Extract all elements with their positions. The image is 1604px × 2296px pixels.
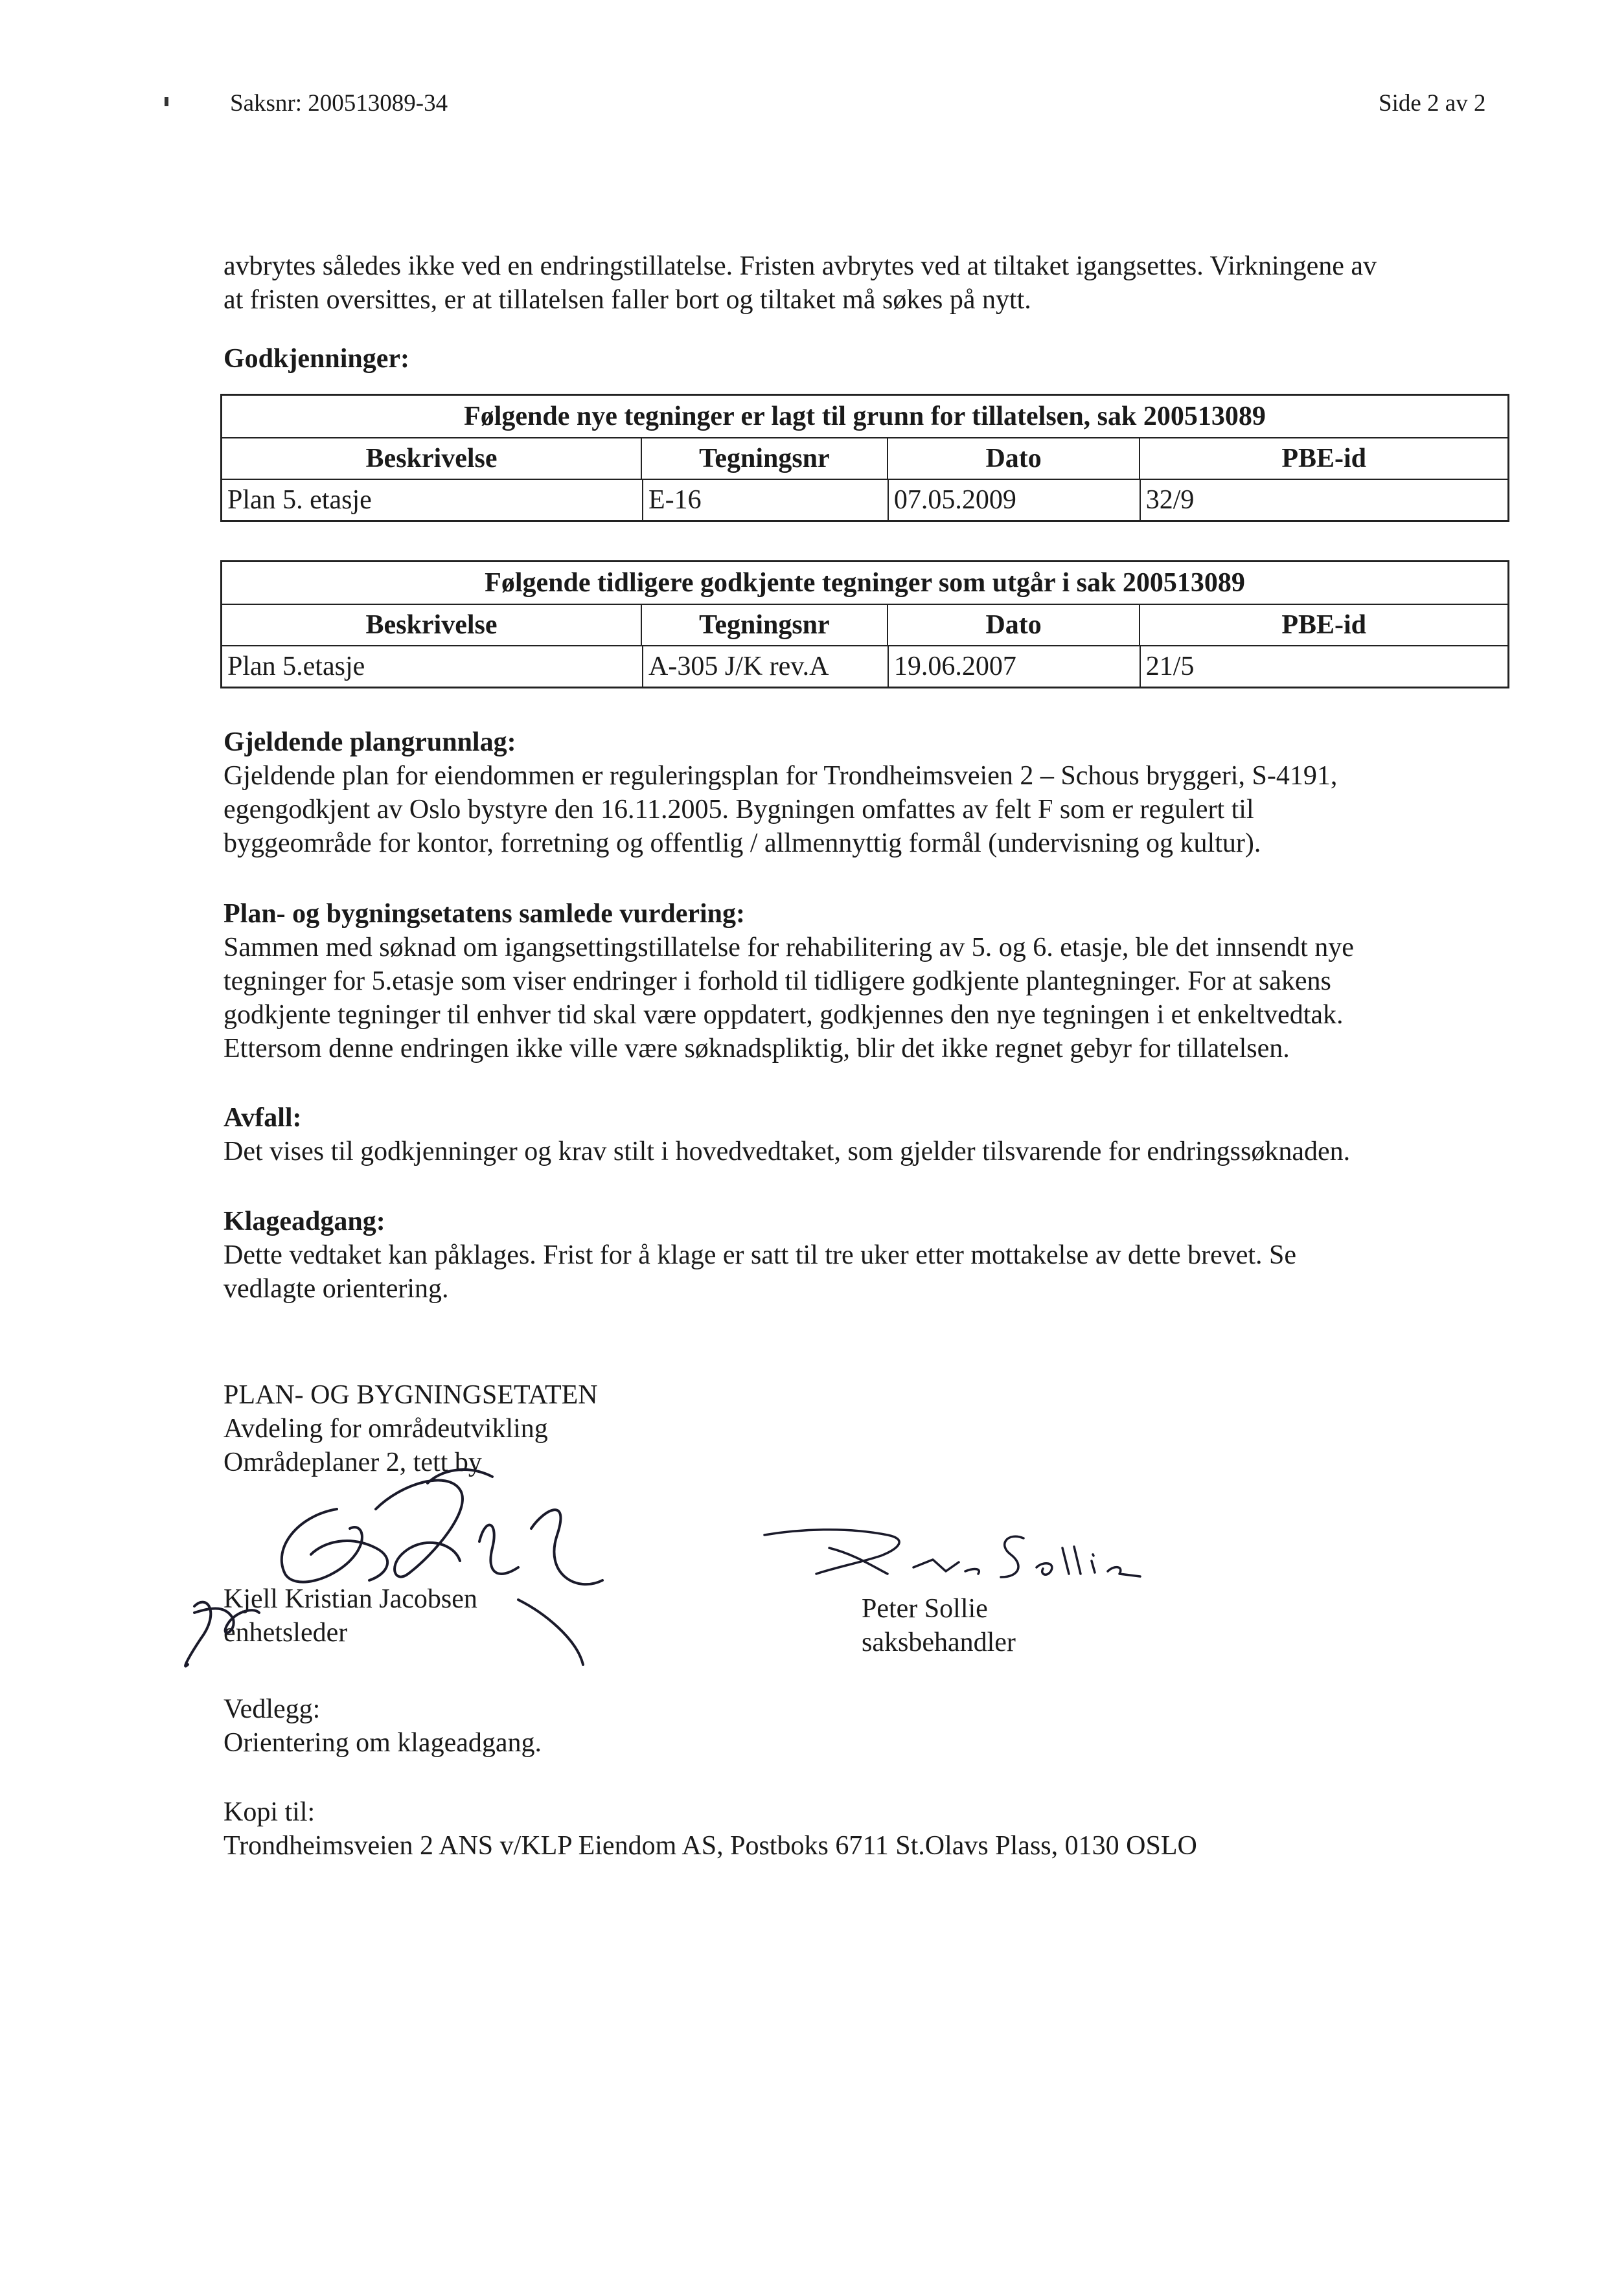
copy-recipient: Trondheimsveien 2 ANS v/KLP Eiendom AS, Postboks 6711 St.Olavs Plass, 0130 OSLO	[223, 1831, 1197, 1861]
signer-2-name: Peter Sollie	[862, 1594, 988, 1624]
intro-paragraph	[223, 249, 1506, 317]
copy-section	[223, 1795, 1506, 1863]
case-number: Saksnr: 200513089-34	[230, 90, 448, 117]
cell-pbe-id: 21/5	[1140, 646, 1507, 687]
cell-description: Plan 5.etasje	[227, 652, 365, 681]
appeal-section	[223, 1205, 1506, 1306]
table-header-row	[222, 605, 1507, 646]
old-drawings-table	[220, 560, 1509, 688]
copy-heading: Kopi til:	[223, 1797, 315, 1827]
column-header: PBE-id	[1139, 605, 1507, 645]
attachments-heading: Vedlegg:	[223, 1694, 321, 1724]
section-line: vedlagte orientering.	[223, 1274, 449, 1304]
signer-2-title: saksbehandler	[862, 1628, 1016, 1657]
waste-section	[223, 1101, 1506, 1168]
section-line: godkjente tegninger til enhver tid skal være oppdatert, godkjennes den nye tegningen i et enkeltvedtak.	[223, 1000, 1344, 1030]
column-header: Tegningsnr	[641, 438, 887, 479]
section-heading: Plan- og bygningsetatens samlede vurdering:	[223, 899, 746, 929]
cell-pbe-id: 32/9	[1140, 480, 1507, 520]
table-caption: Følgende tidligere godkjente tegninger som utgår i sak 200513089	[222, 562, 1507, 605]
section-line: Dette vedtaket kan påklages. Frist for å klage er satt til tre uker etter mottakelse av dette brevet. Se	[223, 1240, 1297, 1270]
section-line: egengodkjent av Oslo bystyre den 16.11.2005. Bygningen omfattes av felt F som er regulert til	[223, 795, 1254, 824]
table-row	[222, 646, 1507, 687]
cell-description: Plan 5. etasje	[227, 485, 372, 515]
plan-basis-section	[223, 725, 1506, 860]
approvals-heading: Godkjenninger:	[223, 344, 410, 374]
section-heading: Avfall:	[223, 1103, 302, 1133]
section-line: Det vises til godkjenninger og krav stilt i hovedvedtaket, som gjelder tilsvarende for endringssøknaden.	[223, 1137, 1351, 1166]
cell-date: 07.05.2009	[888, 480, 1140, 520]
signature-sollie	[751, 1509, 1179, 1600]
signer-2	[862, 1592, 1250, 1659]
section-heading: Klageadgang:	[223, 1207, 385, 1236]
attachment-item: Orientering om klageadgang.	[223, 1728, 542, 1758]
column-header: Dato	[887, 605, 1140, 645]
page-number: Side 2 av 2	[1379, 90, 1486, 117]
cell-drawing-no: A-305 J/K rev.A	[642, 646, 888, 687]
section-line: byggeområde for kontor, forretning og offentlig / allmennyttig formål (undervisning og kultur).	[223, 828, 1261, 858]
column-header: Tegningsnr	[641, 605, 887, 645]
department-name: Avdeling for områdeutvikling	[223, 1414, 548, 1444]
section-line: tegninger for 5.etasje som viser endringer i forhold til tidligere godkjente plantegninger. For at sakens	[223, 966, 1331, 996]
section-line: Sammen med søknad om igangsettingstillatelse for rehabilitering av 5. og 6. etasje, ble det innsendt nye	[223, 933, 1354, 962]
agency-name: PLAN- OG BYGNINGSETATEN	[223, 1380, 598, 1410]
signer-1-name: Kjell Kristian Jacobsen	[223, 1584, 477, 1614]
cell-drawing-no: E-16	[642, 480, 888, 520]
new-drawings-table	[220, 394, 1509, 522]
signer-1-title: enhetsleder	[223, 1618, 348, 1648]
section-line: Ettersom denne endringen ikke ville være søknadspliktig, blir det ikke regnet gebyr for tillatelsen.	[223, 1034, 1290, 1063]
column-header: PBE-id	[1139, 438, 1507, 479]
column-header: Dato	[887, 438, 1140, 479]
column-header: Beskrivelse	[365, 444, 498, 473]
column-header: Beskrivelse	[365, 610, 498, 640]
table-row	[222, 480, 1507, 520]
scan-mark	[165, 97, 168, 106]
unit-name: Områdeplaner 2, tett by	[223, 1448, 482, 1477]
section-heading: Gjeldende plangrunnlag:	[223, 727, 516, 757]
cell-date: 19.06.2007	[888, 646, 1140, 687]
table-header-row	[222, 438, 1507, 480]
section-line: Gjeldende plan for eiendommen er reguleringsplan for Trondheimsveien 2 – Schous bryggeri, S-4191,	[223, 761, 1338, 791]
intro-line: avbrytes således ikke ved en endringstillatelse. Fristen avbrytes ved at tiltaket igangsettes. Virkningene av	[223, 251, 1377, 281]
assessment-section	[223, 897, 1506, 1065]
signature-jacobsen	[155, 1444, 648, 1677]
intro-line: at fristen oversittes, er at tillatelsen faller bort og tiltaket må søkes på nytt.	[223, 285, 1031, 315]
attachments-section	[223, 1692, 1506, 1760]
table-caption: Følgende nye tegninger er lagt til grunn for tillatelsen, sak 200513089	[222, 396, 1507, 438]
